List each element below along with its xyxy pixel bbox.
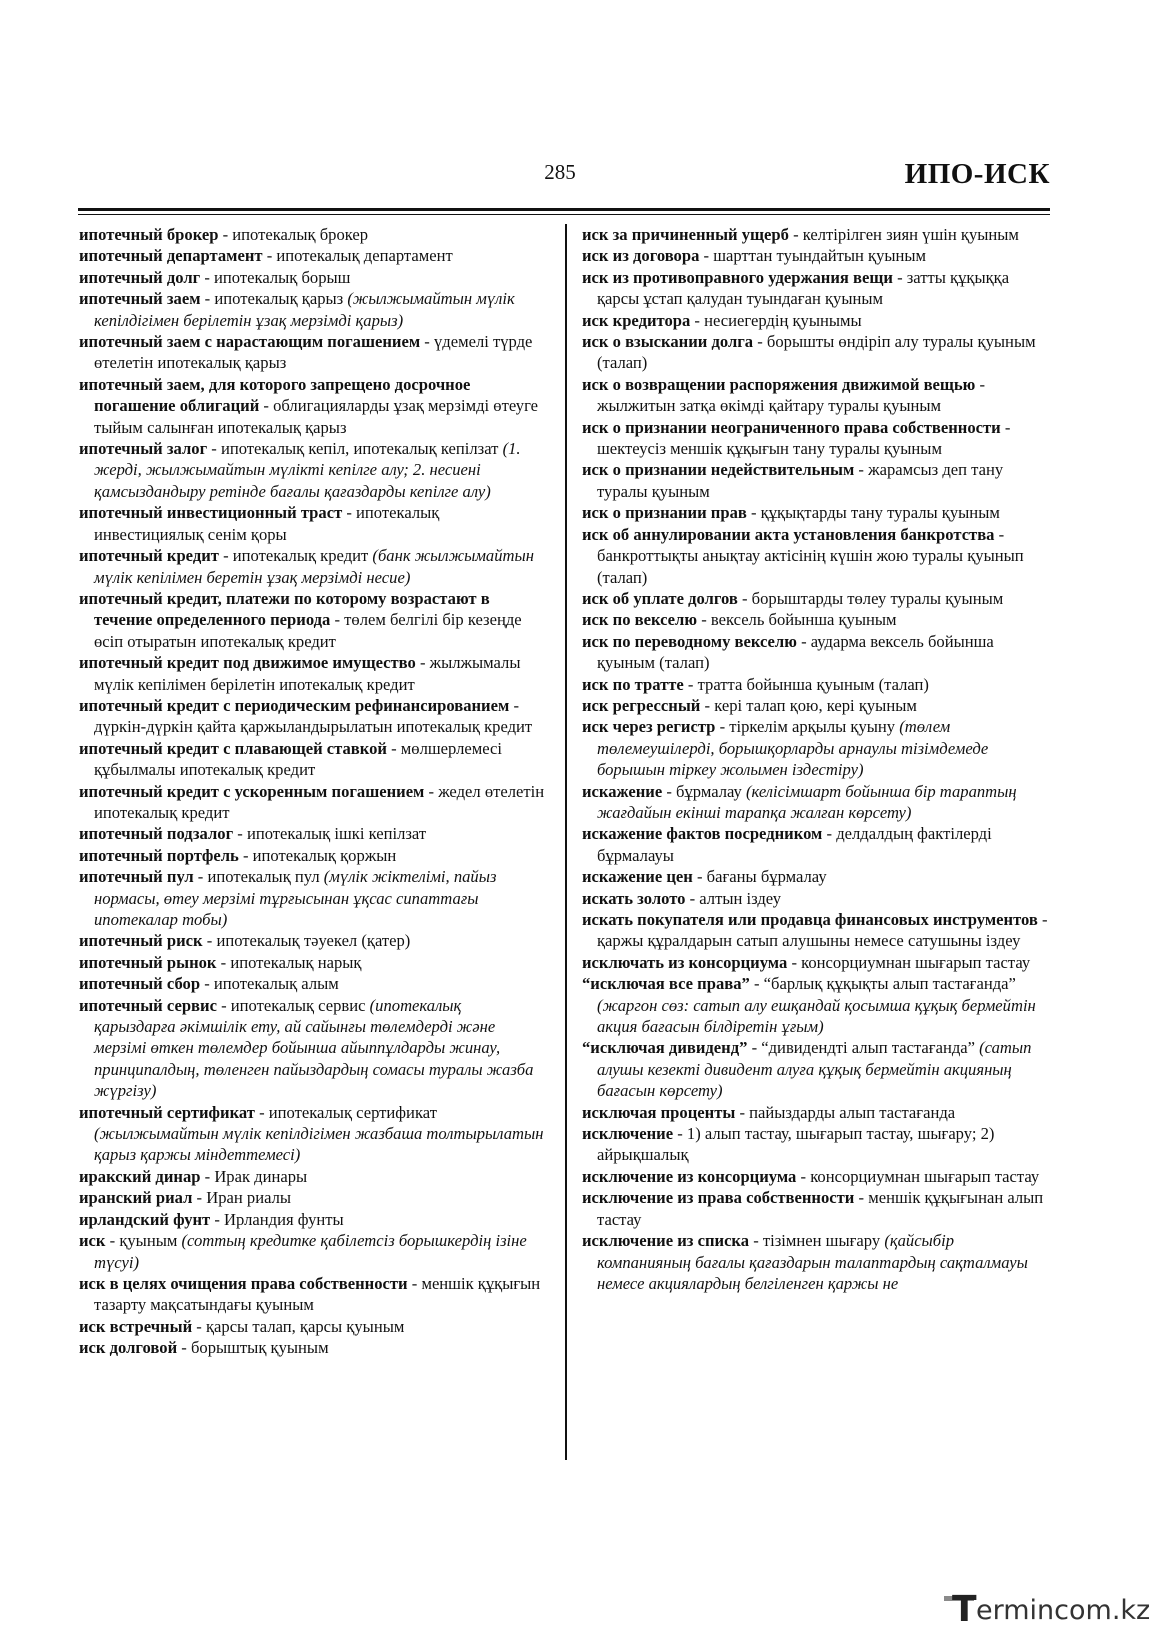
entry-note: (жылжымайтын мүлік кепілдігімен берілетін ұзақ мерзімді қарыз)	[94, 289, 515, 330]
entry-translation: консорциумнан шығарып тастау	[810, 1166, 1040, 1186]
entry-translation: жылжитын затқа өкімді қайтару туралы қуыным	[597, 396, 942, 416]
entry-term: исключение из консорциума	[582, 1166, 797, 1186]
dictionary-entry	[79, 952, 547, 973]
entry-separator: -	[787, 952, 802, 972]
entry-separator: -	[662, 781, 677, 801]
dictionary-entry	[582, 866, 1052, 887]
dictionary-entry	[79, 738, 547, 781]
entry-translation: Ирландия фунты	[224, 1209, 344, 1229]
dictionary-entry	[582, 245, 1052, 266]
entry-separator: -	[259, 396, 274, 416]
dictionary-entry	[79, 224, 547, 245]
entry-separator: -	[233, 824, 247, 844]
entry-separator: -	[994, 524, 1005, 544]
running-head: ИПО-ИСК	[904, 158, 1050, 190]
entry-note: (сатып алушы кезекті дивидент алуға құқық бермейтін акцияның бағасын көрсету)	[597, 1038, 1032, 1101]
entry-translation: қаржы құралдарын сатып алушыны немесе сатушыны іздеу	[597, 931, 1021, 951]
entry-term: иск из противоправного удержания вещи	[582, 267, 893, 287]
entry-separator: -	[218, 546, 233, 566]
entry-term: ипотечный кредит, платежи по которому возрастают в течение определенного периода	[79, 588, 490, 630]
entry-note: (соттың кредитке қабілетсіз борышкердің ізіне түсуі)	[94, 1231, 527, 1272]
entry-separator: -	[700, 695, 715, 715]
entry-separator: -	[207, 439, 221, 459]
dictionary-entry	[582, 331, 1052, 374]
dictionary-entry	[79, 1230, 547, 1273]
entry-separator: -	[854, 1188, 869, 1208]
entry-term: “исключая все права”	[582, 974, 750, 994]
entry-term: иск об уплате долгов	[582, 588, 738, 608]
entry-separator: -	[262, 246, 277, 266]
entry-term: ипотечный залог	[79, 439, 208, 459]
entry-translation: аударма вексель бойынша қуыным (талап)	[597, 631, 994, 673]
dictionary-entry	[582, 588, 1052, 609]
entry-separator: -	[342, 503, 357, 523]
entry-term: искать покупателя или продавца финансовых инструментов	[582, 910, 1038, 929]
dictionary-entry	[79, 1166, 547, 1187]
entry-separator: -	[216, 952, 231, 972]
dictionary-entry	[79, 331, 547, 374]
dictionary-entry	[582, 374, 1052, 417]
entry-separator: -	[715, 717, 730, 737]
entry-term: ипотечный брокер	[79, 225, 219, 244]
dictionary-entry	[79, 1187, 547, 1208]
entry-translation: жарамсыз деп тану туралы қуыным	[597, 460, 1004, 501]
entry-separator: -	[420, 332, 434, 352]
entry-translation: ипотекалық кепіл, ипотекалық кепілзат	[220, 439, 503, 459]
entry-translation: ипотекалық инвестициялық сенім қоры	[94, 503, 440, 544]
entry-translation: ипотекалық қарыз	[214, 289, 348, 309]
entry-term: иск о признании неограниченного права собственности	[582, 417, 1001, 437]
entry-term: ипотечный рынок	[79, 952, 217, 972]
entry-separator: -	[697, 610, 711, 630]
entry-term: иск регрессный	[582, 695, 701, 715]
entry-separator: -	[699, 246, 714, 266]
entry-translation: ипотекалық пул	[207, 867, 324, 887]
dictionary-entry	[79, 973, 547, 994]
entry-term: ипотечный кредит	[79, 546, 219, 566]
dictionary-entry	[582, 1037, 1052, 1101]
dictionary-entry	[582, 909, 1052, 952]
entry-separator: -	[854, 460, 869, 480]
entry-translation: Ирак динары	[214, 1166, 308, 1186]
dictionary-entry	[582, 310, 1052, 331]
dictionary-entry	[582, 823, 1052, 866]
entry-term: ипотечный департамент	[79, 246, 263, 266]
entry-separator: -	[424, 781, 439, 801]
entry-separator: -	[415, 653, 430, 673]
entry-note: (1. жерді, жылжымайтын мүлікті кепілге алу; 2. несиені қамсыздандыру ретінде бағалы қағаздарды кепілге алу)	[94, 439, 521, 501]
entry-term: иск в целях очищения права собственности	[79, 1273, 408, 1293]
entry-term: исключение	[582, 1124, 674, 1144]
entry-translation: ипотекалық ішкі кепілзат	[246, 824, 427, 844]
entry-separator: -	[753, 332, 767, 352]
entry-translation: 1) алып тастау, шығарып тастау, шығару; 2) айрықшалық	[597, 1124, 995, 1165]
entry-term: ипотечный кредит с плавающей ставкой	[79, 738, 387, 758]
entry-translation: қуыным	[119, 1231, 182, 1251]
entry-translation: тіркелім арқылы қуыну	[729, 717, 900, 737]
entry-term: иск из договора	[582, 246, 700, 266]
entry-translation: “дивидендті алып тастағанда”	[761, 1038, 980, 1058]
entry-term: иск по тратте	[582, 674, 684, 694]
entry-term: ирландский фунт	[79, 1209, 211, 1229]
entry-translation: затты құқыққа қарсы ұстап қалудан туындаған қуыным	[597, 267, 1010, 309]
entry-note: (төлем төлемеушілерді, борышқорларды арнаулы тізімдемеде борышын тіркеу жолымен іздестіру)	[597, 717, 989, 780]
entry-term: ипотечный подзалог	[79, 824, 234, 844]
entry-term: ипотечный заем с нарастающим погашением	[79, 332, 421, 352]
entry-translation: борыштық қуыным	[190, 1338, 329, 1358]
entry-separator: -	[105, 1231, 120, 1251]
dictionary-entry	[79, 374, 547, 438]
entry-term: иск через регистр	[582, 717, 716, 737]
dictionary-entry	[79, 866, 547, 930]
entry-separator: -	[796, 631, 811, 651]
entry-term: иск по переводному векселю	[582, 631, 797, 651]
entry-term: иск о признании недействительным	[582, 460, 855, 480]
entry-term: ипотечный заем	[79, 289, 201, 309]
dictionary-entry	[582, 695, 1052, 716]
entry-translation: делдалдың фактілерді бұрмалауы	[597, 824, 992, 865]
entry-term: иск о взыскании долга	[582, 332, 754, 352]
entry-separator: -	[1037, 910, 1048, 929]
dictionary-entry	[79, 695, 547, 738]
entry-term: иск за причиненный ущерб	[582, 225, 789, 244]
entry-note: (ипотекалық қарыздарға әкімшілік ету, ай сайынғы төлемдерді және мерзімі өткен төлемдер бойынша айыппұлдарды жинау, принципалдың, төленген пайыздардың сомасы туралы жазба жүргізу)	[94, 995, 534, 1101]
dictionary-entry	[582, 1166, 1052, 1187]
dictionary-entry	[582, 973, 1052, 1037]
entry-translation: несиегердің қуынымы	[704, 310, 862, 330]
entry-term: ипотечный сертификат	[79, 1102, 255, 1122]
entry-translation: консорциумнан шығарып тастау	[801, 952, 1031, 972]
entry-separator: -	[746, 503, 761, 523]
header-rule-thin	[78, 214, 1050, 215]
dictionary-entry	[79, 823, 547, 844]
entry-separator: -	[683, 674, 698, 694]
dictionary-entry	[79, 1209, 547, 1230]
dictionary-entry	[582, 224, 1052, 245]
entry-translation: үдемелі түрде өтелетін ипотекалық қарыз	[94, 332, 533, 373]
entry-term: ипотечный заем, для которого запрещено досрочное погашение облигаций	[79, 374, 471, 416]
entry-separator: -	[177, 1338, 191, 1358]
entry-term: иск по векселю	[582, 610, 698, 630]
entry-separator: -	[749, 1231, 763, 1251]
entry-translation: облигацияларды ұзақ мерзімді өтеуге тыйым салынған ипотекалық қарыз	[94, 396, 539, 437]
entry-term: иск о возвращении распоряжения движимой вещью	[582, 374, 976, 394]
entry-term: иск об аннулировании акта установления банкротства	[582, 524, 995, 544]
entry-translation: мөлшерлемесі құбылмалы ипотекалық кредит	[94, 738, 502, 780]
entry-term: исключение из списка	[582, 1231, 750, 1251]
entry-term: исключая проценты	[582, 1102, 736, 1122]
dictionary-entry	[79, 930, 547, 951]
entry-translation: Иран риалы	[206, 1188, 292, 1208]
entry-separator: -	[735, 1102, 750, 1122]
entry-translation: құқықтарды тану туралы қуыным	[760, 503, 1000, 523]
entry-term: ипотечный долг	[79, 267, 201, 287]
entry-separator: -	[747, 1038, 762, 1058]
entry-separator: -	[218, 225, 233, 244]
dictionary-entry	[79, 438, 547, 502]
entry-separator: -	[737, 588, 752, 608]
entry-translation: меншік құқығын тазарту мақсатындағы қуыным	[94, 1273, 541, 1315]
dictionary-entry	[79, 545, 547, 588]
dictionary-entry	[582, 1187, 1052, 1230]
entry-separator: -	[193, 867, 208, 887]
logo-letter-icon: T	[952, 1589, 977, 1630]
entry-term: иск о признании прав	[582, 503, 747, 523]
entry-term: иск встречный	[79, 1316, 193, 1336]
entry-translation: тізімнен шығару	[762, 1231, 885, 1251]
entry-translation: ипотекалық алым	[213, 974, 339, 994]
entry-separator: -	[192, 1188, 207, 1208]
entry-separator: -	[796, 1166, 811, 1186]
header-rule	[78, 208, 1050, 211]
entry-translation: ипотекалық борыш	[214, 267, 351, 287]
dictionary-entry	[582, 502, 1052, 523]
entry-separator: -	[685, 888, 700, 908]
entry-term: ипотечный портфель	[79, 845, 239, 865]
entry-separator: -	[690, 310, 705, 330]
entry-translation: төлем белгілі бір кезеңде өсіп отыратын ипотекалық кредит	[94, 610, 522, 651]
dictionary-entry	[582, 716, 1052, 780]
entry-translation: дүркін-дүркін қайта қаржыландырылатын ипотекалық кредит	[94, 717, 533, 737]
entry-translation: банкроттықты анықтау актісінің күшін жою туралы қуынып (талап)	[597, 546, 1024, 587]
entry-note: (жаргон сөз: сатып алу ешқандай қосымша құқық бермейтін акция бағасын білдіретін ұғым)	[597, 995, 1036, 1037]
entry-separator: -	[210, 1209, 225, 1229]
page-number: 285	[544, 160, 576, 184]
dictionary-entry	[582, 888, 1052, 909]
entry-translation: жедел өтелетін ипотекалық кредит	[94, 781, 545, 822]
entry-note: (мүлік жіктелімі, пайыз нормасы, өтеу мерзімі тұрғысынан ұқсас сипаттағы ипотекалар тобы)	[94, 867, 497, 929]
entry-translation: ипотекалық брокер	[232, 225, 369, 244]
entry-translation: ипотекалық тәуекел (қатер)	[216, 931, 411, 951]
entry-translation: ипотекалық департамент	[276, 246, 453, 266]
dictionary-entry	[79, 1316, 547, 1337]
dictionary-entry	[582, 1102, 1052, 1123]
dictionary-entry	[582, 631, 1052, 674]
entry-term: ипотечный риск	[79, 931, 203, 951]
dictionary-entry	[582, 609, 1052, 630]
entry-separator: -	[200, 974, 214, 994]
dictionary-entry	[582, 459, 1052, 502]
dictionary-entry	[79, 267, 547, 288]
entry-note: (банк жылжымайтын мүлік кепілімен беретін ұзақ мерзімді несие)	[94, 546, 534, 587]
entry-separator: -	[892, 267, 907, 287]
entry-translation: ипотекалық сертификат	[268, 1102, 437, 1122]
entry-term: иск	[79, 1231, 106, 1251]
entry-separator: -	[749, 974, 764, 994]
entry-separator: -	[822, 824, 837, 844]
entry-translation: тратта бойынша қуыным (талап)	[697, 674, 929, 694]
entry-term: искать золото	[582, 888, 686, 908]
entry-separator: -	[788, 225, 803, 244]
entry-separator: -	[238, 845, 253, 865]
entry-separator: -	[386, 738, 401, 758]
entry-separator: -	[216, 995, 231, 1015]
entry-term: ипотечный сервис	[79, 995, 217, 1015]
entry-separator: -	[692, 867, 707, 887]
entry-translation: меншік құқығынан алып тастау	[597, 1188, 1044, 1229]
entry-translation: вексель бойынша қуыным	[710, 610, 897, 630]
dictionary-entry	[582, 267, 1052, 310]
entry-translation: ипотекалық сервис	[230, 995, 370, 1015]
entry-translation: кері талап қою, кері қуыным	[714, 695, 917, 715]
entry-term: исключение из права собственности	[582, 1188, 855, 1208]
dictionary-entry	[79, 845, 547, 866]
dictionary-entry	[79, 245, 547, 266]
entry-term: ипотечный инвестиционный траст	[79, 503, 343, 523]
entry-separator: -	[192, 1316, 206, 1336]
column-divider	[565, 224, 567, 1460]
entry-term: ипотечный кредит с периодическим рефинансированием	[79, 695, 510, 715]
entry-term: “исключая дивиденд”	[582, 1038, 748, 1058]
entry-translation: келтірілген зиян үшін қуыным	[802, 225, 1019, 244]
dictionary-entry	[582, 1230, 1052, 1294]
entry-term: искажение цен	[582, 867, 693, 887]
logo-text: ermincom.kz	[976, 1595, 1151, 1626]
entry-translation: борышты өндіріп алу туралы қуыным (талап)	[597, 332, 1036, 373]
entry-term: иск кредитора	[582, 310, 691, 330]
dictionary-entry	[79, 1273, 547, 1316]
dictionary-entry	[79, 588, 547, 652]
entry-translation: пайыздарды алып тастағанда	[749, 1102, 956, 1122]
entry-term: ипотечный кредит под движимое имущество	[79, 653, 416, 673]
entry-separator: -	[200, 1166, 215, 1186]
entry-translation: “барлық құқықты алып тастағанда”	[763, 974, 1016, 994]
entry-term: иск долговой	[79, 1338, 178, 1358]
entry-term: ипотечный кредит с ускоренным погашением	[79, 781, 425, 801]
entry-term: иранский риал	[79, 1188, 193, 1208]
site-logo	[944, 1589, 1151, 1630]
right-column	[582, 224, 1052, 1294]
entry-translation: алтын іздеу	[699, 888, 782, 908]
entry-separator: -	[1000, 417, 1011, 437]
entry-translation: қарсы талап, қарсы қуыным	[205, 1316, 405, 1336]
entry-separator: -	[200, 289, 215, 309]
dictionary-entry	[582, 524, 1052, 588]
entry-separator: -	[202, 931, 217, 951]
entry-separator: -	[407, 1273, 422, 1293]
entry-translation: борыштарды төлеу туралы қуыным	[751, 588, 1004, 608]
entry-separator: -	[673, 1124, 687, 1144]
entry-separator: -	[330, 610, 345, 630]
dictionary-entry	[79, 288, 547, 331]
dictionary-entry	[79, 502, 547, 545]
entry-separator: -	[509, 695, 519, 715]
entry-term: искажение фактов посредником	[582, 824, 823, 844]
dictionary-entry	[582, 1123, 1052, 1166]
entry-separator: -	[975, 374, 986, 394]
entry-term: иракский динар	[79, 1166, 201, 1186]
left-column	[79, 224, 547, 1359]
entry-translation: шектеусіз меншік құқығын тану туралы қуыным	[597, 439, 942, 459]
dictionary-entry	[582, 952, 1052, 973]
dictionary-entry	[582, 781, 1052, 824]
entry-translation: бұрмалау	[676, 781, 746, 801]
dictionary-entry	[79, 781, 547, 824]
dictionary-entry	[582, 417, 1052, 460]
entry-note: (келісімшарт бойынша бір тараптың жағдайын екінші тарапқа жалған көрсету)	[597, 781, 1017, 822]
dictionary-entry	[79, 652, 547, 695]
entry-translation: ипотекалық нарық	[230, 952, 362, 972]
entry-term: ипотечный сбор	[79, 974, 201, 994]
entry-note: (жылжымайтын мүлік кепілдігімен жазбаша толтырылатын қарыз қаржы міндеттемесі)	[94, 1124, 544, 1165]
entry-note: (қайсыбір компанияның бағалы қағаздарын талаптардың сақталмауы немесе акциялардың белгіленген қаржы не	[597, 1231, 1028, 1293]
entry-translation: бағаны бұрмалау	[706, 867, 827, 887]
entry-translation: ипотекалық кредит	[232, 546, 373, 566]
dictionary-entry	[582, 674, 1052, 695]
dictionary-entry	[79, 995, 547, 1102]
entry-term: исключать из консорциума	[582, 952, 788, 972]
dictionary-entry	[79, 1337, 547, 1358]
entry-term: ипотечный пул	[79, 867, 194, 887]
entry-separator: -	[200, 267, 215, 287]
entry-translation: ипотекалық қоржын	[252, 845, 397, 865]
entry-translation: шарттан туындайтын қуыным	[713, 246, 927, 266]
entry-separator: -	[254, 1102, 269, 1122]
entry-term: искажение	[582, 781, 663, 801]
dictionary-entry	[79, 1102, 547, 1166]
entry-translation: жылжымалы мүлік кепілімен берілетін ипотекалық кредит	[94, 653, 521, 694]
